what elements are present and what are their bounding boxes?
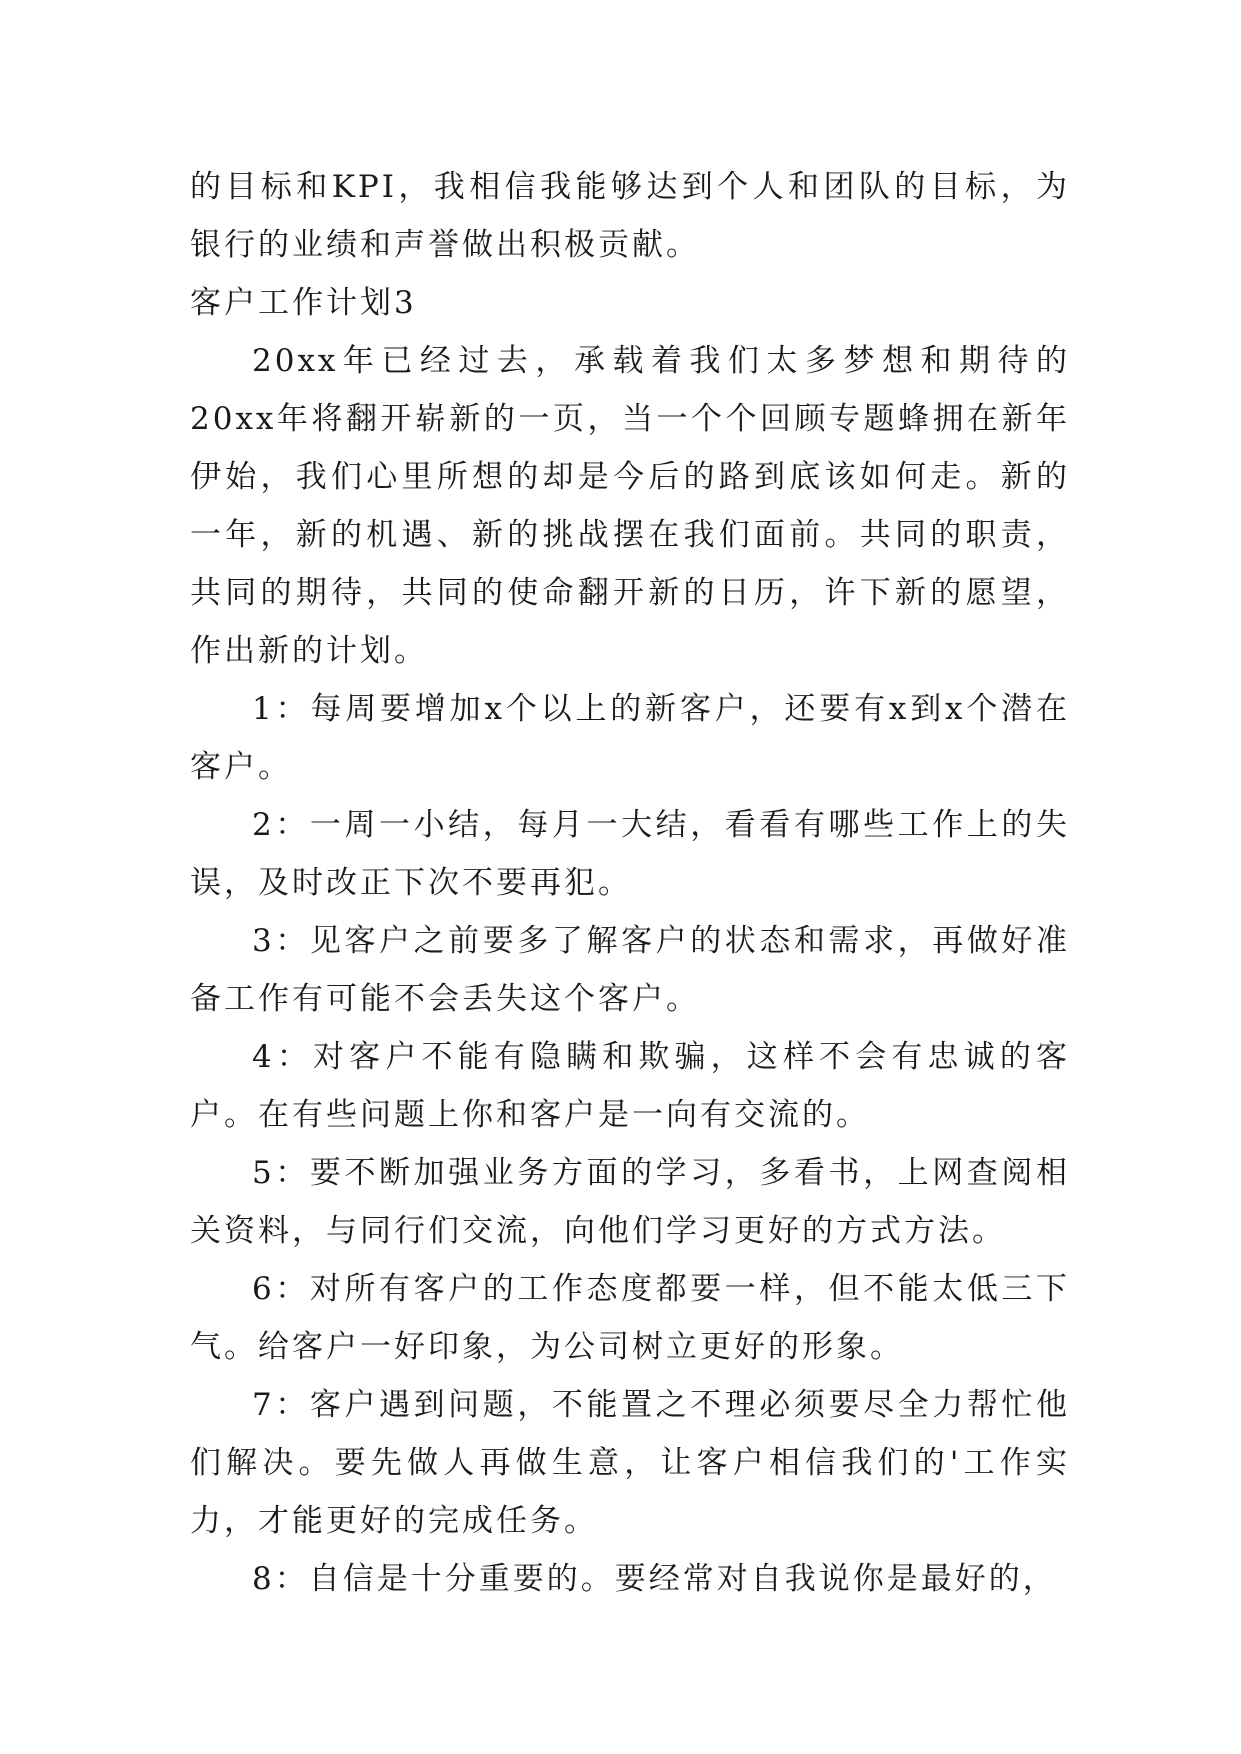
plan-list — [190, 680, 1070, 1608]
plan-item-7: 7：客户遇到问题，不能置之不理必须要尽全力帮忙他们解决。要先做人再做生意，让客户相信我们的'工作实力，才能更好的完成任务。 — [190, 1387, 1070, 1539]
plan-item-8: 8：自信是十分重要的。要经常对自我说你是最好的， — [252, 1561, 1057, 1597]
continuation-paragraph: 的目标和KPI，我相信我能够达到个人和团队的目标，为银行的业绩和声誉做出积极贡献。 — [190, 169, 1070, 263]
plan-item-2: 2：一周一小结，每月一大结，看看有哪些工作上的失误，及时改正下次不要再犯。 — [190, 807, 1070, 901]
document-body — [190, 158, 1070, 1608]
plan-item-3: 3：见客户之前要多了解客户的状态和需求，再做好准备工作有可能不会丢失这个客户。 — [190, 923, 1070, 1017]
plan-item-4: 4：对客户不能有隐瞒和欺骗，这样不会有忠诚的客户。在有些问题上你和客户是一向有交流的。 — [190, 1039, 1070, 1133]
section-title: 客户工作计划3 — [190, 285, 417, 321]
plan-item-1: 1：每周要增加x个以上的新客户，还要有x到x个潜在客户。 — [190, 691, 1070, 785]
plan-item-5: 5：要不断加强业务方面的学习，多看书，上网查阅相关资料，与同行们交流，向他们学习更好的方式方法。 — [190, 1155, 1070, 1249]
plan-item-6: 6：对所有客户的工作态度都要一样，但不能太低三下气。给客户一好印象，为公司树立更好的形象。 — [190, 1271, 1070, 1365]
intro-paragraph: 20xx年已经过去，承载着我们太多梦想和期待的20xx年将翻开崭新的一页，当一个个回顾专题蜂拥在新年伊始，我们心里所想的却是今后的路到底该如何走。新的一年，新的机遇、新的挑战摆在我们面前。共同的职责，共同的期待，共同的使命翻开新的日历，许下新的愿望，作出新的计划。 — [190, 343, 1070, 669]
